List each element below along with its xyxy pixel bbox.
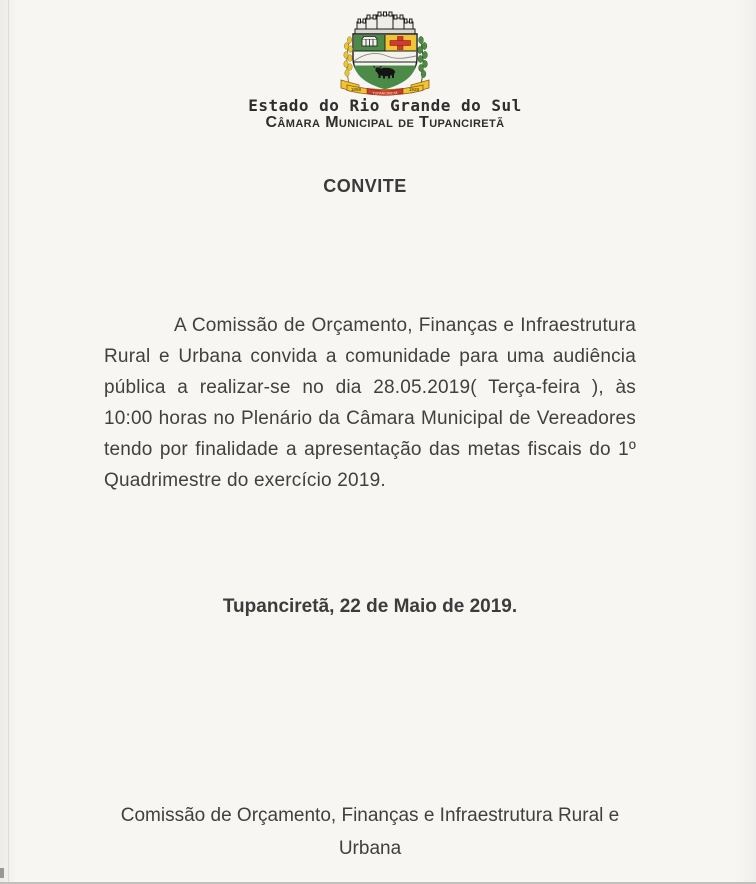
shield: [353, 34, 417, 89]
ribbon-year-left: 1858: [350, 87, 362, 92]
organization-name: Câmara Municipal de Tupanciretã: [265, 114, 505, 131]
invitation-body: A Comissão de Orçamento, Finanças e Infraestrutura Rural e Urbana convida a comunidade para uma audiência pública a realizar-se no dia 28.05.2019( Terça-feira ), às 10:00 horas no Plenário da Câmara Municipal de Vereadores tendo por finalidade a apresentação das metas fiscais do 1º Quadrimestre do exercício 2019.: [104, 315, 636, 491]
ribbon-year-right: 1928: [408, 87, 420, 92]
document-title: CONVITE: [323, 176, 407, 196]
mural-crown-icon: [355, 12, 415, 34]
wheat-icon: [344, 37, 353, 84]
coat-of-arms: [7, 6, 756, 96]
monument-icon: [362, 37, 377, 47]
signature-commission: Comissão de Orçamento, Finanças e Infraestrutura Rural e Urbana: [120, 805, 620, 859]
band-silver: [354, 51, 416, 62]
ribbon-city-name: TUPANCIRETÃ: [372, 91, 398, 96]
place-and-date: Tupanciretã, 22 de Maio de 2019.: [222, 596, 518, 617]
coat-of-arms-graphic: [337, 6, 433, 96]
scan-edge-artifact: [0, 868, 4, 878]
letterhead: [7, 97, 756, 131]
branch-icon: [418, 36, 428, 84]
state-name: Estado do Rio Grande do Sul: [248, 96, 522, 115]
